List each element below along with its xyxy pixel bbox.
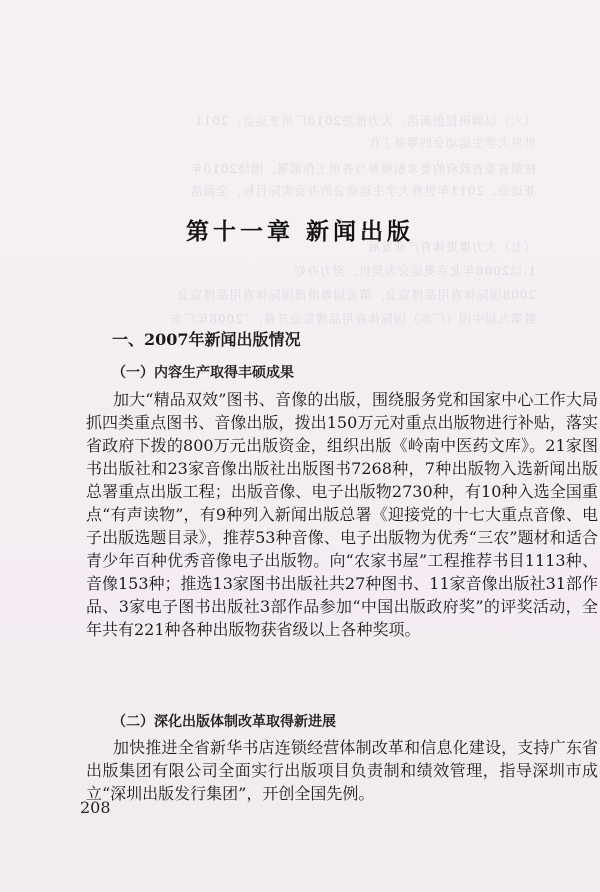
body-paragraph: 加快推进全省新华书店连锁经营体制改革和信息化建设，支持广东省出版集团有限公司全面实行出版项目负责制和绩效管理，指导深圳市成立“深圳出版发行集团”，开创全国先例。 bbox=[86, 738, 598, 803]
show-through-text: 1.以2008年北京奥运会为契机，努力办好 bbox=[293, 264, 536, 278]
chapter-title: 第十一章 新闻出版 bbox=[185, 218, 414, 246]
subsection-heading: （一）内容生产取得丰硕成果 bbox=[112, 365, 294, 381]
section-heading: 一、2007年新闻出版情况 bbox=[112, 330, 301, 350]
show-through-text: 亚运会、2011年世界大学生运动会的办会实际目标，全面落 bbox=[189, 184, 536, 198]
show-through-text: 世界大学生运动会的筹备工作 bbox=[366, 136, 536, 150]
body-paragraph: 加大“精品双效”图书、音像的出版，围绕服务党和国家中心工作大局抓四类重点图书、音像出版，拨出150万元对重点出版物进行补贴，落实省政府下拨的800万元出版资金，组织出版《岭南中医药文库》。21家图书出版社和23家音像出版社出版图书7268种，7种出版物入选新闻出版总署重点出版工程；出版音像、电子出版物2730种，有10种入选全国重点“有声读物”，有9种列入新闻出版总署《迎接党的十七大重点音像、电子出版选题目录》，推荐53种音像、电子出版物为优秀“三农”题材和适合青少年百种优秀音像电子出版物。向“农家书屋”工程推荐书目1113种、音像153种；推选13家图书出版社共27种图书、11家音像出版社31部作品、3家电子图书出版社3部作品参加“中国出版政府奖”的评奖活动，全年共有221种各种出版物获省级以上各种奖项。 bbox=[86, 390, 598, 639]
show-through-text: （六）以调研促创新活，大力推进2010广州亚运会，2011 bbox=[193, 114, 536, 128]
page-number: 208 bbox=[80, 798, 111, 817]
show-through-text: （七）大力推进体育产业发展 bbox=[366, 240, 536, 254]
show-through-text: 按照省委省政府的要求积极参与各项工作部署，围绕2010年 bbox=[189, 162, 536, 176]
subsection-heading: （二）深化出版体制改革取得新进展 bbox=[112, 714, 336, 730]
show-through-text: 2008国际体育用品博览会，第五届粤港澳国际体育用品博览会 bbox=[176, 288, 536, 302]
show-through-text: 暨第九届中国（广东）国际体育用品博览会开幕，“2008年广东 bbox=[169, 312, 536, 326]
